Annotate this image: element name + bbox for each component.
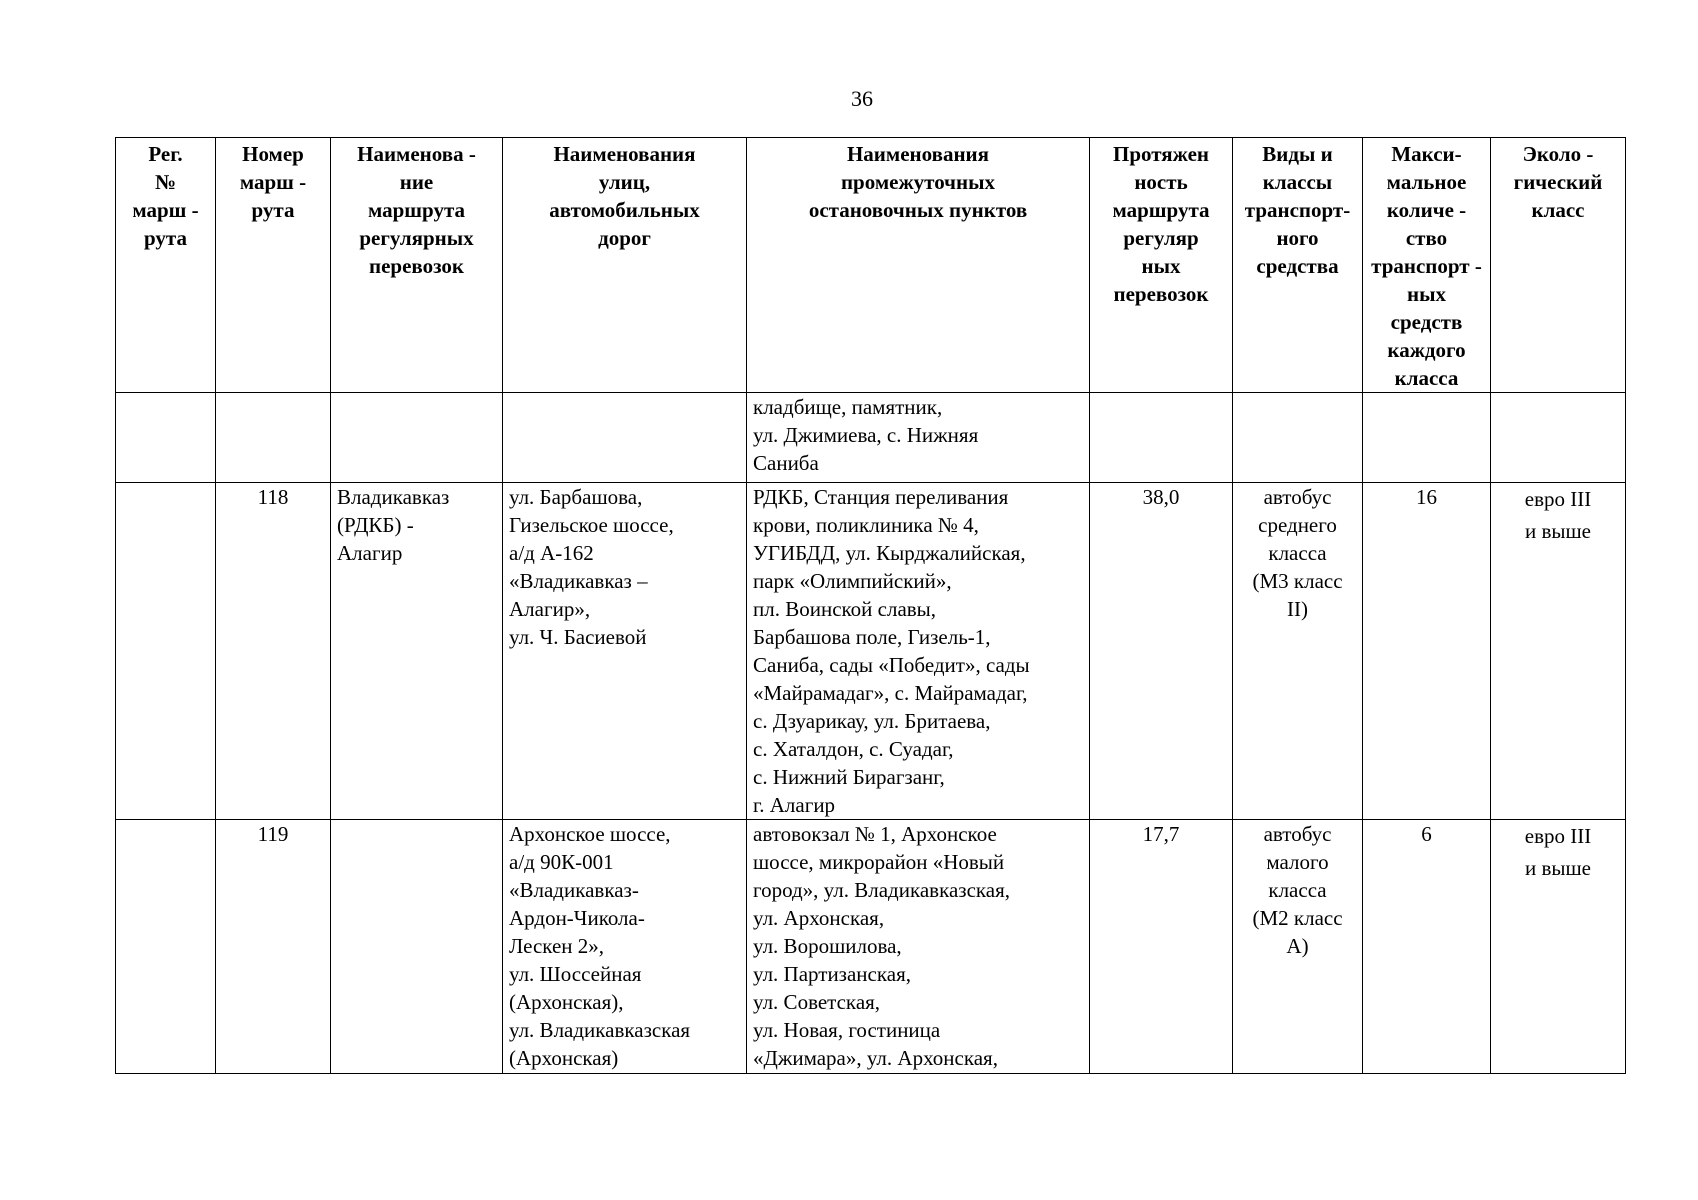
header-reg-no: Рег. № марш - рута <box>116 138 216 393</box>
table-row <box>116 820 1626 1074</box>
header-max-vehicles: Макси- мальное количе - ство транспорт - ных средств каждого класса <box>1363 138 1491 393</box>
table-header-row <box>116 138 1626 393</box>
cell-max-vehicles: 6 <box>1363 820 1491 1074</box>
cell-max-vehicles <box>1363 393 1491 483</box>
cell-reg-no <box>116 393 216 483</box>
cell-route-no: 119 <box>216 820 331 1074</box>
cell-eco-class: евро III и выше <box>1491 483 1626 820</box>
cell-length: 17,7 <box>1090 820 1233 1074</box>
header-vehicle-class: Виды и классы транспорт- ного средства <box>1233 138 1363 393</box>
cell-reg-no <box>116 483 216 820</box>
cell-max-vehicles: 16 <box>1363 483 1491 820</box>
cell-vehicle-class: автобус малого класса (М2 класс А) <box>1233 820 1363 1074</box>
cell-vehicle-class: автобус среднего класса (М3 класс II) <box>1233 483 1363 820</box>
header-eco-class: Эколо - гический класс <box>1491 138 1626 393</box>
cell-eco-class: евро III и выше <box>1491 820 1626 1074</box>
table-row <box>116 483 1626 820</box>
table-row <box>116 393 1626 483</box>
cell-streets <box>503 393 747 483</box>
header-streets: Наименования улиц, автомобильных дорог <box>503 138 747 393</box>
cell-streets: Архонское шоссе, а/д 90К-001 «Владикавказ- Ардон-Чикола- Лескен 2», ул. Шоссейная (Архонская), ул. Владикавказская (Архонская) <box>503 820 747 1074</box>
cell-vehicle-class <box>1233 393 1363 483</box>
cell-route-name: Владикавказ (РДКБ) - Алагир <box>331 483 503 820</box>
cell-length: 38,0 <box>1090 483 1233 820</box>
routes-table <box>115 137 1626 1074</box>
header-length: Протяжен ность маршрута регуляр ных перевозок <box>1090 138 1233 393</box>
cell-streets: ул. Барбашова, Гизельское шоссе, а/д А-162 «Владикавказ – Алагир», ул. Ч. Басиевой <box>503 483 747 820</box>
cell-stops: автовокзал № 1, Архонское шоссе, микрорайон «Новый город», ул. Владикавказская, ул. Архонская, ул. Ворошилова, ул. Партизанская, ул. Советская, ул. Новая, гостиница «Джимара», ул. Архонская, <box>747 820 1090 1074</box>
cell-route-name <box>331 820 503 1074</box>
cell-stops: кладбище, памятник, ул. Джимиева, с. Нижняя Саниба <box>747 393 1090 483</box>
cell-eco-class <box>1491 393 1626 483</box>
cell-stops: РДКБ, Станция переливания крови, поликлиника № 4, УГИБДД, ул. Кырджалийская, парк «Олимпийский», пл. Воинской славы, Барбашова поле, Гизель-1, Саниба, сады «Победит», сады «Майрамадаг», с. Майрамадаг, с. Дзуарикау, ул. Бритаева, с. Хаталдон, с. Суадаг, с. Нижний Бирагзанг, г. Алагир <box>747 483 1090 820</box>
cell-reg-no <box>116 820 216 1074</box>
cell-length <box>1090 393 1233 483</box>
header-route-name: Наименова - ние маршрута регулярных перевозок <box>331 138 503 393</box>
cell-route-name <box>331 393 503 483</box>
header-route-no: Номер марш - рута <box>216 138 331 393</box>
cell-route-no <box>216 393 331 483</box>
header-stops: Наименования промежуточных остановочных пунктов <box>747 138 1090 393</box>
cell-route-no: 118 <box>216 483 331 820</box>
page-number: 36 <box>851 86 873 111</box>
